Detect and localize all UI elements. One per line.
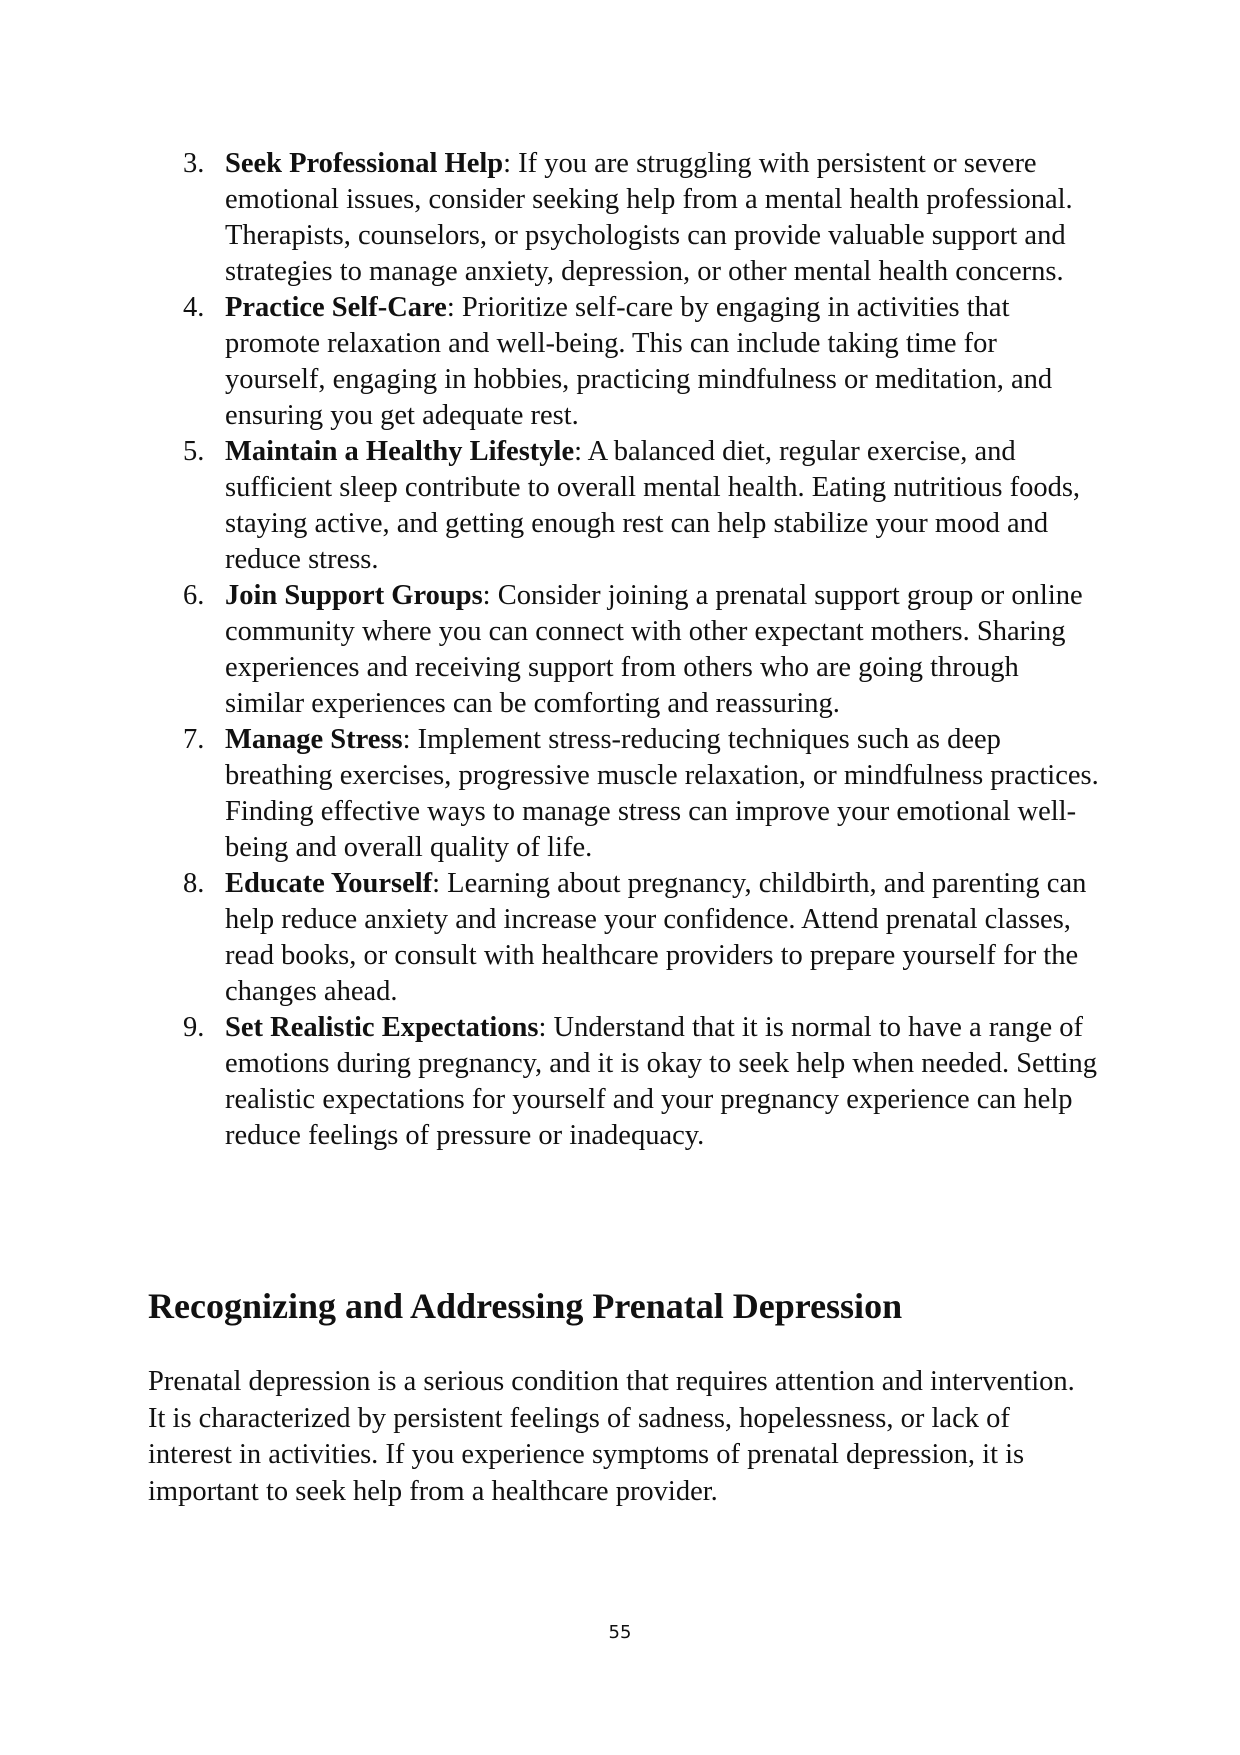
list-item-term: Practice Self-Care — [225, 292, 447, 323]
list-item — [183, 866, 1103, 1010]
list-item-text: : Implement stress-reducing techniques such as deep breathing exercises, progressive muscle relaxation, or mindfulness practices. Finding effective ways to manage stress can improve your emotional well-being and overall quality of life. — [225, 724, 1099, 863]
list-item — [183, 722, 1103, 866]
list-item-text: : Understand that it is normal to have a range of emotions during pregnancy, and it is okay to seek help when needed. Setting realistic expectations for yourself and your pregnancy experience can help reduce feelings of pressure or inadequacy. — [225, 1012, 1097, 1151]
section-paragraph: Prenatal depression is a serious condition that requires attention and intervention. It is characterized by persistent feelings of sadness, hopelessness, or lack of interest in activities. If you experience symptoms of prenatal depression, it is important to seek help from a healthcare provider. — [148, 1366, 1075, 1507]
numbered-list — [183, 146, 1103, 1154]
page-number: 55 — [608, 1622, 632, 1643]
list-item — [183, 146, 1103, 290]
list-item-text: : If you are struggling with persistent or severe emotional issues, consider seeking help from a mental health professional. Therapists, counselors, or psychologists can provide valuable support and strategies to manage anxiety, depression, or other mental health concerns. — [225, 148, 1073, 287]
list-item-number: 9. — [183, 1012, 205, 1043]
list-item-term: Manage Stress — [225, 724, 403, 755]
list-item — [183, 1010, 1103, 1154]
list-item — [183, 578, 1103, 722]
list-item-term: Maintain a Healthy Lifestyle — [225, 436, 575, 467]
list-item — [183, 434, 1103, 578]
list-item — [183, 290, 1103, 434]
list-item-text: : Consider joining a prenatal support group or online community where you can connect with other expectant mothers. Sharing experiences and receiving support from others who are going through similar experiences can be comforting and reassuring. — [225, 580, 1083, 719]
list-item-number: 3. — [183, 148, 205, 179]
list-item-term: Seek Professional Help — [225, 148, 504, 179]
list-item-number: 4. — [183, 292, 205, 323]
list-item-number: 6. — [183, 580, 205, 611]
list-item-number: 5. — [183, 436, 205, 467]
list-item-term: Set Realistic Expectations — [225, 1012, 539, 1043]
section-heading: Recognizing and Addressing Prenatal Depression — [148, 1286, 903, 1326]
list-item-text: : Learning about pregnancy, childbirth, and parenting can help reduce anxiety and increase your confidence. Attend prenatal classes, read books, or consult with healthcare providers to prepare yourself for the changes ahead. — [225, 868, 1087, 1007]
list-item-term: Educate Yourself — [225, 868, 433, 899]
list-item-number: 7. — [183, 724, 205, 755]
list-item-number: 8. — [183, 868, 205, 899]
list-item-text: : Prioritize self-care by engaging in activities that promote relaxation and well-being. This can include taking time for yourself, engaging in hobbies, practicing mindfulness or meditation, and ensuring you get adequate rest. — [225, 292, 1053, 431]
list-item-text: : A balanced diet, regular exercise, and sufficient sleep contribute to overall mental health. Eating nutritious foods, staying active, and getting enough rest can help stabilize your mood and reduce stress. — [225, 436, 1081, 575]
list-item-term: Join Support Groups — [225, 580, 483, 611]
